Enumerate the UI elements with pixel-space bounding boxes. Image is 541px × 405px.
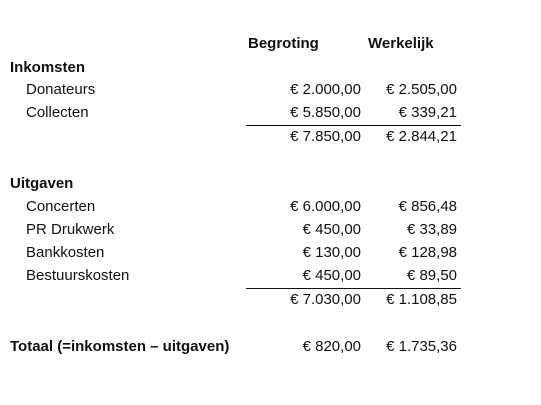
expense-row-actual: € 856,48 (398, 198, 457, 215)
income-row-budget: € 2.000,00 (290, 81, 361, 98)
income-total-actual: € 2.844,21 (386, 128, 457, 145)
expense-row-label: Bankkosten (26, 244, 105, 261)
expenses-total-budget: € 7.030,00 (290, 291, 361, 308)
expense-row-budget: € 130,00 (302, 244, 361, 261)
income-row-budget: € 5.850,00 (290, 104, 361, 121)
column-header-actual: Werkelijk (368, 35, 434, 52)
expense-row-actual: € 128,98 (398, 244, 457, 261)
expense-row-label: PR Drukwerk (26, 221, 115, 238)
grand-total-actual: € 1.735,36 (386, 338, 457, 355)
income-total-budget: € 7.850,00 (290, 128, 361, 145)
expense-row-actual: € 33,89 (406, 221, 457, 238)
income-row-actual: € 2.505,00 (386, 81, 457, 98)
income-row-actual: € 339,21 (398, 104, 457, 121)
expense-row-label: Concerten (26, 198, 96, 215)
expense-row-label: Bestuurskosten (26, 267, 130, 284)
expense-row-budget: € 450,00 (302, 221, 361, 238)
grand-total-label: Totaal (=inkomsten – uitgaven) (10, 338, 230, 355)
income-row-label: Collecten (26, 104, 89, 121)
income-subtotal-rule (246, 125, 461, 126)
grand-total-budget: € 820,00 (302, 338, 361, 355)
expense-row-budget: € 6.000,00 (290, 198, 361, 215)
expense-row-actual: € 89,50 (406, 267, 457, 284)
column-header-budget: Begroting (248, 35, 319, 52)
income-row-label: Donateurs (26, 81, 96, 98)
income-section-title: Inkomsten (10, 59, 86, 76)
expenses-total-actual: € 1.108,85 (386, 291, 457, 308)
expenses-section-title: Uitgaven (10, 175, 74, 192)
expense-row-budget: € 450,00 (302, 267, 361, 284)
expenses-subtotal-rule (246, 288, 461, 289)
